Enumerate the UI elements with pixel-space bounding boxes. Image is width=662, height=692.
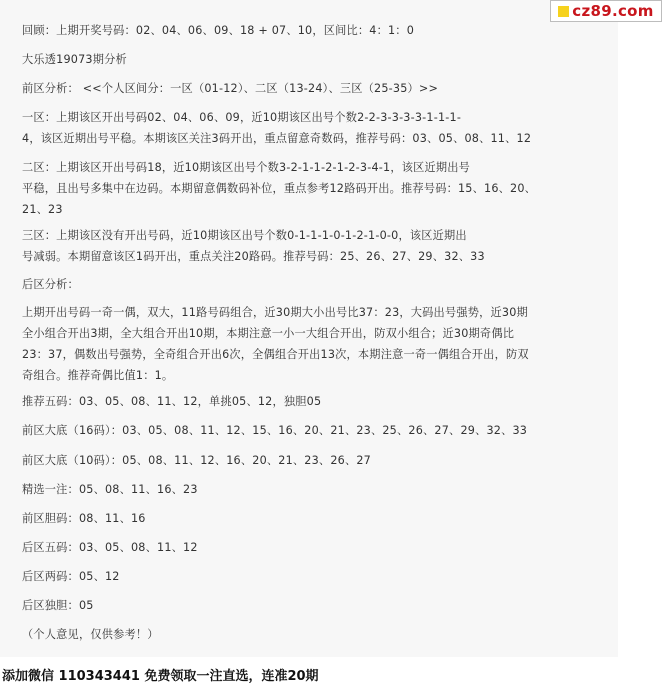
- back-analysis-line: 全小组合开出3期，全大组合开出10期，本期注意一小一大组合开出，防双小组合；近30期奇偶比: [22, 327, 515, 340]
- back-single: 后区独胆：05: [22, 599, 94, 612]
- article-title: 大乐透19073期分析: [22, 53, 127, 66]
- zone2-line: 平稳，且出号多集中在边码。本期留意偶数码补位，重点参考12路码开出。推荐号码：15、16、20、: [22, 182, 537, 195]
- back-zone-heading: 后区分析：: [22, 278, 79, 291]
- front-dan: 前区胆码：08、11、16: [22, 512, 146, 525]
- review-line: 回顾：上期开奖号码：02、04、06、09、18 + 07、10，区间比：4：1：0: [22, 24, 415, 37]
- zone1-line: 一区：上期该区开出号码02、04、06、09，近10期该区出号个数2-2-3-3-3-3-1-1-1-: [22, 111, 462, 124]
- zone2-line: 二区：上期该区开出号码18，近10期该区出号个数3-2-1-1-2-1-2-3-4-1，该区近期出号: [22, 161, 471, 174]
- back-two: 后区两码：05、12: [22, 570, 120, 583]
- back-analysis-line: 上期开出号码一奇一偶，双大，11路号码组合，近30期大小出号比37：23，大码出号强势，近30期: [22, 306, 528, 319]
- zone1-analysis: [22, 107, 604, 149]
- back-zone-analysis: [22, 302, 604, 386]
- recommend-five: 推荐五码：03、05、08、11、12，单挑05、12，独胆05: [22, 395, 322, 408]
- zone3-line: 三区：上期该区没有开出号码，近10期该区出号个数0-1-1-1-0-1-2-1-0-0，该区近期出: [22, 229, 467, 242]
- zone3-analysis: [22, 225, 604, 267]
- logo-text: cz89.com: [572, 2, 654, 20]
- zone2-analysis: [22, 157, 604, 220]
- front-base-10: 前区大底（10码）：05、08、11、12、16、20、21、23、26、27: [22, 454, 371, 467]
- disclaimer: （个人意见，仅供参考！）: [22, 628, 159, 641]
- pick-one: 精选一注：05、08、11、16、23: [22, 483, 198, 496]
- zone2-line: 21、23: [22, 203, 63, 216]
- back-five: 后区五码：03、05、08、11、12: [22, 541, 198, 554]
- site-logo[interactable]: [550, 0, 662, 22]
- zone1-line: 4，该区近期出号平稳。本期该区关注3码开出，重点留意奇数码，推荐号码：03、05、08、11、12: [22, 132, 532, 145]
- back-analysis-line: 23：37，偶数出号强势，全奇组合开出6次，全偶组合开出13次，本期注意一奇一偶组合开出，防双: [22, 348, 529, 361]
- front-zone-heading: 前区分析： <<个人区间分：一区（01-12）、二区（13-24）、三区（25-35）>>: [22, 82, 439, 95]
- back-analysis-line: 奇组合。推荐奇偶比值1：1。: [22, 369, 174, 382]
- zone3-line: 号减弱。本期留意该区1码开出，重点关注20路码。推荐号码：25、26、27、29、32、33: [22, 250, 485, 263]
- promo-footer: 添加微信 110343441 免费领取一注直选，连准20期: [2, 669, 319, 684]
- front-base-16: 前区大底（16码）：03、05、08、11、12、15、16、20、21、23、25、26、27、29、32、33: [22, 424, 528, 437]
- logo-square-icon: [558, 6, 569, 17]
